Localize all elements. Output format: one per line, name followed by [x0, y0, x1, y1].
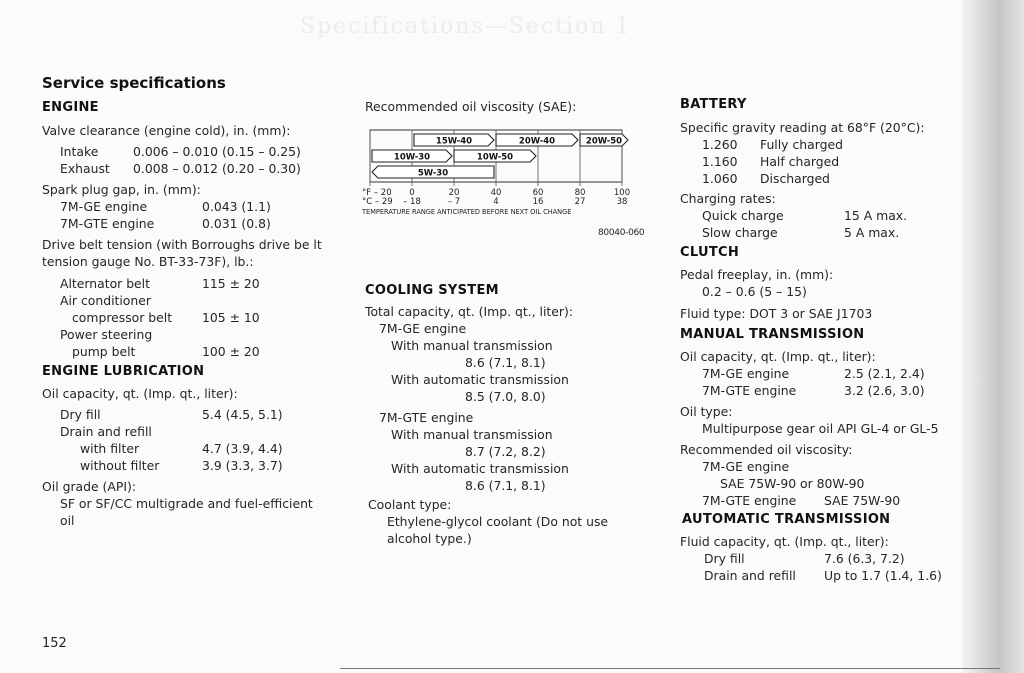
intake-label: Intake: [60, 144, 99, 159]
bottom-rule: [340, 668, 1000, 669]
coolant-type-value-2: alcohol type.): [387, 531, 472, 546]
oil-grade-value-2: oil: [60, 513, 75, 528]
f-tick-label: 40: [490, 188, 502, 198]
cooling-capacity-label: Total capacity, qt. (Imp. qt., liter):: [365, 304, 573, 319]
grade-label-20w-50: 20W-50: [585, 136, 623, 147]
oil-viscosity-chart: [360, 128, 640, 218]
f-tick-label: °F – 20: [362, 188, 392, 198]
sg2-value: 1.160: [702, 154, 738, 169]
at-drain-refill-value: Up to 1.7 (1.4, 1.6): [824, 568, 942, 583]
quick-charge-label: Quick charge: [702, 208, 784, 223]
spark-plug-label: Spark plug gap, in. (mm):: [42, 182, 201, 197]
f-tick-label: 20: [448, 188, 460, 198]
sg3-value: 1.060: [702, 171, 738, 186]
at-dry-fill-label: Dry fill: [704, 551, 745, 566]
ac-belt-value: 105 ± 10: [202, 310, 260, 325]
c-tick-label: °C – 29: [362, 197, 393, 207]
f-tick-label: 80: [574, 188, 586, 198]
clutch-fluid-type: Fluid type: DOT 3 or SAE J1703: [680, 306, 873, 321]
with-filter-label: with filter: [80, 441, 140, 456]
c-tick-label: 38: [616, 197, 628, 207]
spark-gte-label: 7M-GTE engine: [60, 216, 155, 231]
mt-gte-visc-value: SAE 75W-90: [824, 493, 901, 508]
chart-code: 80040-060: [598, 228, 645, 238]
mt-ge-visc-label: 7M-GE engine: [702, 459, 790, 474]
mt-capacity-label: Oil capacity, qt. (Imp. qt., liter):: [680, 349, 876, 364]
slow-charge-value: 5 A max.: [844, 225, 900, 240]
cooling-gte-manual-label: With manual transmission: [391, 427, 553, 442]
f-tick-label: 100: [613, 188, 631, 198]
at-capacity-label: Fluid capacity, qt. (Imp. qt., liter):: [680, 534, 889, 549]
cooling-ge-manual-label: With manual transmission: [391, 338, 553, 353]
c-tick-label: – 7: [447, 197, 461, 207]
grade-label-20w-40: 20W-40: [518, 136, 556, 147]
mt-gte-visc-label: 7M-GTE engine: [702, 493, 797, 508]
viscosity-chart-svg: [360, 128, 640, 218]
mt-gte-label: 7M-GTE engine: [702, 383, 797, 398]
oil-grade-label: Oil grade (API):: [42, 479, 137, 494]
exhaust-value: 0.008 – 0.012 (0.20 – 0.30): [133, 161, 301, 176]
drain-refill-label: Drain and refill: [60, 424, 152, 439]
cooling-gte-label: 7M-GTE engine: [379, 410, 474, 425]
without-filter-value: 3.9 (3.3, 3.7): [202, 458, 283, 473]
mt-oil-type-label: Oil type:: [680, 404, 733, 419]
mt-ge-visc-value: SAE 75W-90 or 80W-90: [720, 476, 865, 491]
valve-clearance-label: Valve clearance (engine cold), in. (mm):: [42, 123, 291, 138]
clutch-heading: CLUTCH: [680, 245, 740, 260]
alternator-belt-value: 115 ± 20: [202, 276, 260, 291]
ps-label-1: Power steering: [60, 327, 153, 342]
ps-label-2: pump belt: [72, 344, 136, 359]
cooling-ge-manual-value: 8.6 (7.1, 8.1): [465, 355, 546, 370]
c-tick-label: – 18: [403, 197, 421, 207]
ac-label-2: compressor belt: [72, 310, 173, 325]
page-binding-edge: [962, 0, 1024, 673]
dry-fill-value: 5.4 (4.5, 5.1): [202, 407, 283, 422]
pedal-freeplay-value: 0.2 – 0.6 (5 – 15): [702, 284, 807, 299]
slow-charge-label: Slow charge: [702, 225, 778, 240]
coolant-type-label: Coolant type:: [368, 497, 452, 512]
with-filter-value: 4.7 (3.9, 4.4): [202, 441, 283, 456]
cooling-gte-auto-value: 8.6 (7.1, 8.1): [465, 478, 546, 493]
mt-oil-type-value: Multipurpose gear oil API GL-4 or GL-5: [702, 421, 939, 436]
c-tick-label: 16: [532, 197, 544, 207]
ghost-page-header: Specifications—Section 1: [300, 14, 632, 39]
engine-heading: ENGINE: [42, 100, 99, 115]
mt-gte-value: 3.2 (2.6, 3.0): [844, 383, 925, 398]
specific-gravity-label: Specific gravity reading at 68°F (20°C):: [680, 120, 925, 135]
f-tick-label: 60: [532, 188, 544, 198]
page-number: 152: [42, 636, 67, 651]
cooling-ge-auto-value: 8.5 (7.0, 8.0): [465, 389, 546, 404]
grade-label-5w-30: 5W-30: [417, 168, 449, 179]
page-title: Service specifications: [42, 74, 226, 92]
at-drain-refill-label: Drain and refill: [704, 568, 796, 583]
exhaust-label: Exhaust: [60, 161, 110, 176]
spark-ge-value: 0.043 (1.1): [202, 199, 271, 214]
f-tick-label: 0: [409, 188, 415, 198]
at-dry-fill-value: 7.6 (6.3, 7.2): [824, 551, 905, 566]
lubrication-heading: ENGINE LUBRICATION: [42, 364, 205, 379]
battery-heading: BATTERY: [680, 97, 747, 112]
dry-fill-label: Dry fill: [60, 407, 101, 422]
chart-caption: TEMPERATURE RANGE ANTICIPATED BEFORE NEXT OIL CHANGE: [362, 208, 572, 216]
mt-ge-label: 7M-GE engine: [702, 366, 790, 381]
spark-ge-label: 7M-GE engine: [60, 199, 148, 214]
without-filter-label: without filter: [80, 458, 160, 473]
belt-tension-label-1: Drive belt tension (with Borroughs drive be lt: [42, 237, 322, 252]
belt-tension-label-2: tension gauge No. BT-33-73F), lb.:: [42, 254, 254, 269]
ac-label-1: Air conditioner: [60, 293, 151, 308]
coolant-type-value-1: Ethylene-glycol coolant (Do not use: [387, 514, 609, 529]
sg2-label: Half charged: [760, 154, 840, 169]
oil-grade-value-1: SF or SF/CC multigrade and fuel-efficient: [60, 496, 313, 511]
mt-ge-value: 2.5 (2.1, 2.4): [844, 366, 925, 381]
sg3-label: Discharged: [760, 171, 830, 186]
cooling-gte-manual-value: 8.7 (7.2, 8.2): [465, 444, 546, 459]
cooling-ge-auto-label: With automatic transmission: [391, 372, 569, 387]
spark-gte-value: 0.031 (0.8): [202, 216, 271, 231]
c-tick-label: 27: [574, 197, 586, 207]
automatic-transmission-heading: AUTOMATIC TRANSMISSION: [682, 512, 891, 527]
grade-label-10w-50: 10W-50: [476, 152, 514, 163]
grade-label-15w-40: 15W-40: [435, 136, 473, 147]
charging-rates-label: Charging rates:: [680, 191, 776, 206]
sg1-value: 1.260: [702, 137, 738, 152]
pedal-freeplay-label: Pedal freeplay, in. (mm):: [680, 267, 834, 282]
ps-belt-value: 100 ± 20: [202, 344, 260, 359]
cooling-gte-auto-label: With automatic transmission: [391, 461, 569, 476]
manual-transmission-heading: MANUAL TRANSMISSION: [680, 327, 865, 342]
cooling-ge-label: 7M-GE engine: [379, 321, 467, 336]
quick-charge-value: 15 A max.: [844, 208, 908, 223]
mt-viscosity-label: Recommended oil viscosity:: [680, 442, 853, 457]
oil-capacity-label: Oil capacity, qt. (Imp. qt., liter):: [42, 386, 238, 401]
grade-label-10w-30: 10W-30: [393, 152, 431, 163]
viscosity-label: Recommended oil viscosity (SAE):: [365, 99, 577, 114]
alternator-belt-label: Alternator belt: [60, 276, 150, 291]
intake-value: 0.006 – 0.010 (0.15 – 0.25): [133, 144, 301, 159]
c-tick-label: 4: [493, 197, 499, 207]
cooling-heading: COOLING SYSTEM: [365, 283, 499, 298]
sg1-label: Fully charged: [760, 137, 843, 152]
